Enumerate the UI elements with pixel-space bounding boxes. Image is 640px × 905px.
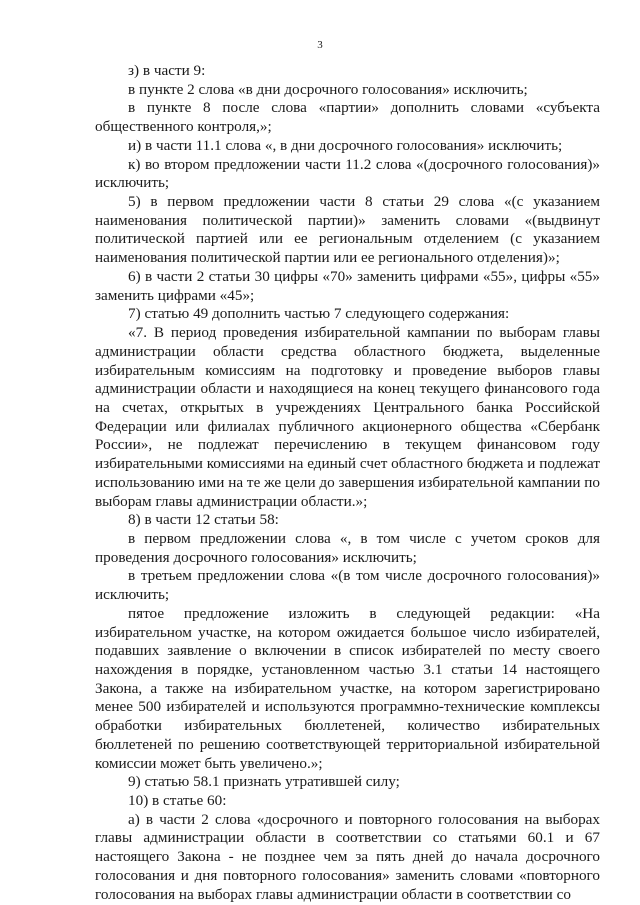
paragraph: 5) в первом предложении части 8 статьи 29 слова «(с указанием наименования политической партии)» заменить словами «(выдвинут политической партией или ее региональным отделением (с указанием наименования политической партии или ее регионального отделения)»; [95,193,600,267]
paragraph: в третьем предложении слова «(в том числе досрочного голосования)» исключить; [95,567,600,604]
paragraph: к) во втором предложении части 11.2 слова «(досрочного голосования)» исключить; [95,155,600,192]
paragraph: в пункте 8 после слова «партии» дополнить словами «субъекта общественного контроля,»; [95,99,600,136]
paragraph: в пункте 2 слова «в дни досрочного голосования» исключить; [128,80,528,98]
paragraph: 10) в статье 60: [128,792,227,810]
page-number: 3 [317,39,323,51]
paragraph: а) в части 2 слова «досрочного и повторного голосования на выборах главы администрации области в соответствии со статьями 60.1 и 67 настоящего Закона - не позднее чем за пять дней до начала досрочного голосования и дня повторного голосования» заменить словами «повторного голосования на выборах главы администрации области в соответствии со [95,810,600,903]
paragraph: «7. В период проведения избирательной кампании по выборам главы администрации области средства областного бюджета, выделенные избирательным комиссиям на подготовку и проведение выборов главы администрации области и находящиеся на конец текущего финансового года на счетах, открытых в учреждениях Центрального банка Российской Федерации или филиалах публичного акционерного общества «Сбербанк России», не подлежат перечислению в текущем финансовом году избирательными комиссиями на единый счет областного бюджета и подлежат использованию ими на те же цели до завершения избирательной кампании по выборам главы администрации области.»; [95,324,600,510]
paragraph: пятое предложение изложить в следующей редакции: «На избирательном участке, на котором ожидается большое число избирателей, подавших заявление о включении в список избирателей по месту своего нахождения в порядке, установленном частью 3.1 статьи 14 настоящего Закона, а также на избирательном участке, на котором зарегистрировано менее 500 избирателей и используются программно-технические комплексы обработки избирательных бюллетеней, количество избирательных бюллетеней по решению соответствующей территориальной избирательной комиссии может быть увеличено.»; [95,604,600,772]
document-body [95,62,600,904]
paragraph: и) в части 11.1 слова «, в дни досрочного голосования» исключить; [128,136,563,154]
paragraph: 8) в части 12 статьи 58: [128,511,279,529]
paragraph: 6) в части 2 статьи 30 цифры «70» заменить цифрами «55», цифры «55» заменить цифрами «45»; [95,267,600,304]
paragraph: 7) статью 49 дополнить частью 7 следующего содержания: [128,305,510,323]
paragraph: в первом предложении слова «, в том числе с учетом сроков для проведения досрочного голосования» исключить; [95,529,600,566]
paragraph: з) в части 9: [128,62,206,79]
paragraph: 9) статью 58.1 признать утратившей силу; [128,773,400,791]
